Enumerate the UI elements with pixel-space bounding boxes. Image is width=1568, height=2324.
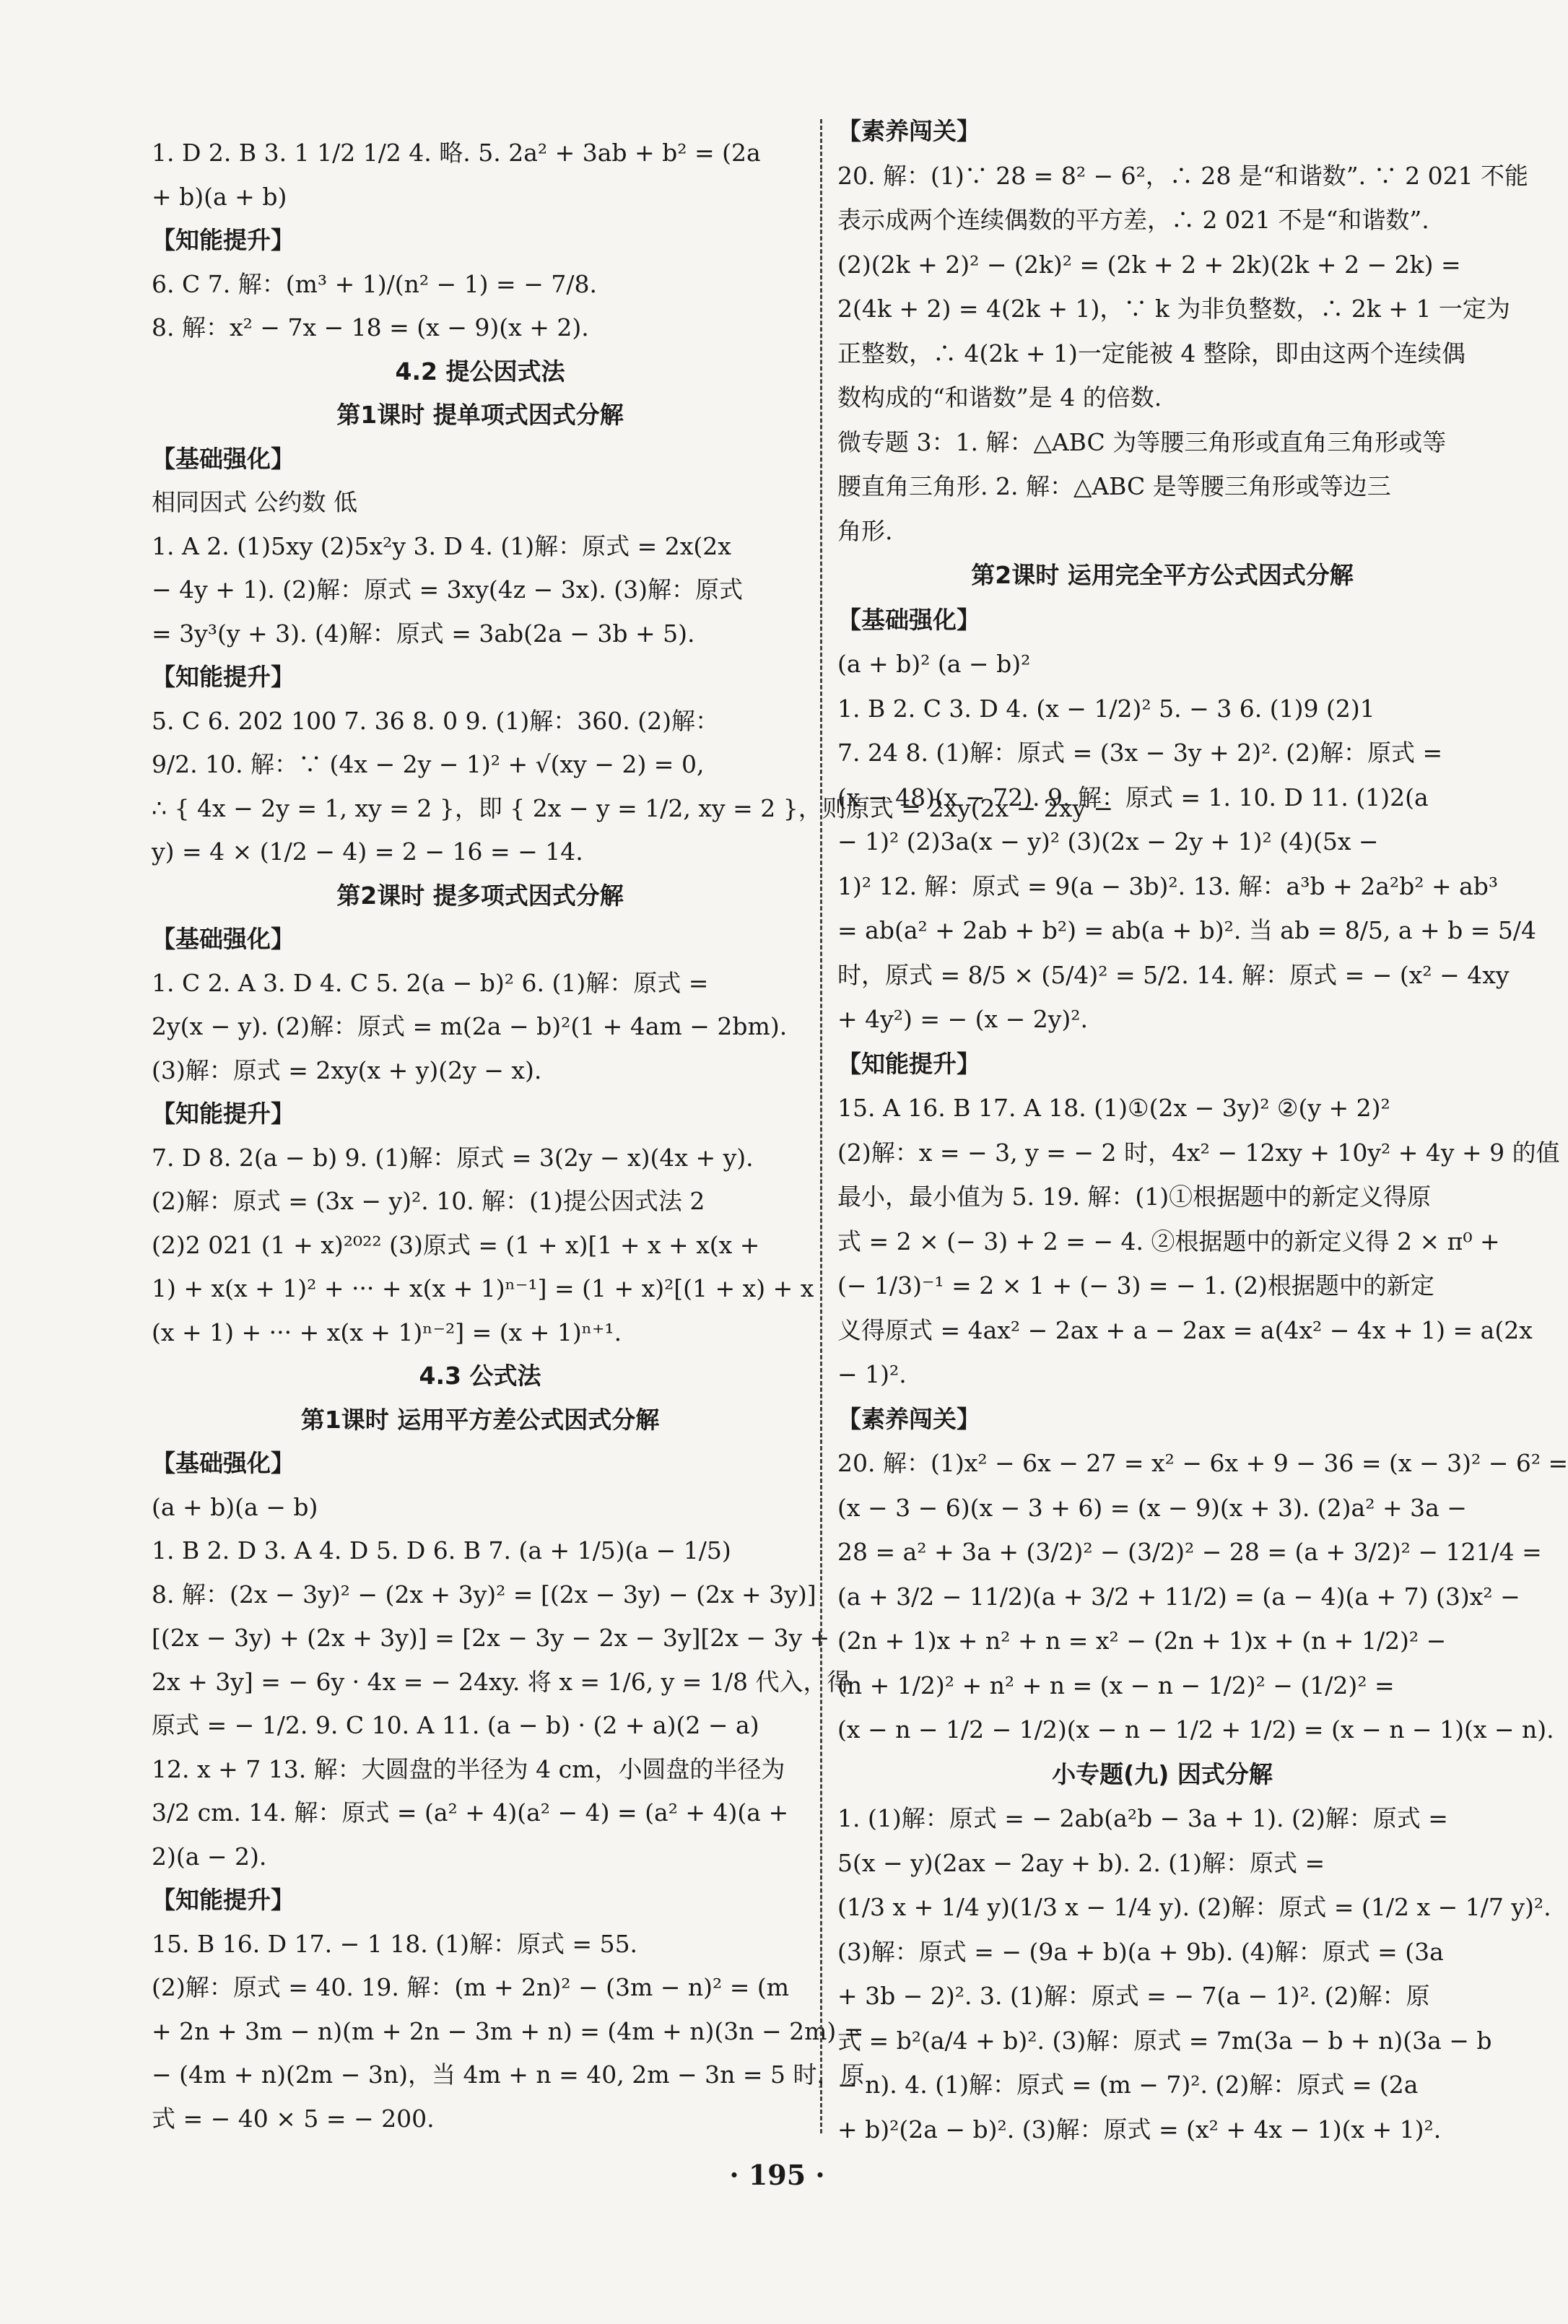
answer-line: 15. A 16. B 17. A 18. (1)①(2x − 3y)² ②(y + 2)² xyxy=(837,1094,1390,1122)
answer-line: 7. D 8. 2(a − b) 9. (1)解：原式 = 3(2y − x)(4x + y). xyxy=(152,1143,754,1172)
lesson-title: 第2课时 提多项式因式分解 xyxy=(336,881,624,910)
answer-line: 1. (1)解：原式 = − 2ab(a²b − 3a + 1). (2)解：原式 = xyxy=(837,1804,1448,1832)
lesson-title: 4.3 公式法 xyxy=(419,1362,541,1390)
answer-line: y) = 4 × (1/2 − 4) = 2 − 16 = − 14. xyxy=(152,837,583,866)
section-heading: 【基础强化】 xyxy=(837,605,980,634)
answer-line: (2)解：原式 = 40. 19. 解：(m + 2n)² − (3m − n)² = (m xyxy=(152,1973,790,2001)
answer-line: + b)²(2a − b)². (3)解：原式 = (x² + 4x − 1)(x + 1)². xyxy=(837,2115,1442,2144)
answer-line: (a + b)(a − b) xyxy=(152,1492,318,1521)
answer-line: + 2n + 3m − n)(m + 2n − 3m + n) = (4m + n)(3n − 2m) = xyxy=(152,2016,864,2045)
answer-line: 2x + 3y] = − 6y · 4x = − 24xy. 将 x = 1/6, y = 1/8 代入，得 xyxy=(152,1667,851,1696)
answer-line: 相同因式 公约数 低 xyxy=(152,488,357,516)
answer-line: = ab(a² + 2ab + b²) = ab(a + b)². 当 ab = 8/5, a + b = 5/4 xyxy=(837,916,1536,944)
section-heading: 【知能提升】 xyxy=(152,226,295,254)
lesson-title: 第1课时 运用平方差公式因式分解 xyxy=(300,1405,660,1434)
answer-line: 1. B 2. D 3. A 4. D 5. D 6. B 7. (a + 1/5)(a − 1/5) xyxy=(152,1536,731,1564)
answer-line: 7. 24 8. (1)解：原式 = (3x − 3y + 2)². (2)解：原式 = xyxy=(837,739,1443,767)
answer-line: 8. 解：(2x − 3y)² − (2x + 3y)² = [(2x − 3y) − (2x + 3y)] xyxy=(152,1580,816,1609)
answer-line: 正整数，∴ 4(2k + 1)一定能被 4 整除，即由这两个连续偶 xyxy=(837,339,1465,367)
answer-line: 式 = b²(a/4 + b)². (3)解：原式 = 7m(3a − b + n)(3a − b xyxy=(837,2026,1492,2055)
answer-line: 表示成两个连续偶数的平方差，∴ 2 021 不是“和谐数”. xyxy=(837,206,1429,234)
section-heading: 【基础强化】 xyxy=(152,444,295,473)
answer-line: (x − n − 1/2 − 1/2)(x − n − 1/2 + 1/2) = (x − n − 1)(x − n). xyxy=(837,1715,1554,1744)
answer-line: 1. C 2. A 3. D 4. C 5. 2(a − b)² 6. (1)解：原式 = xyxy=(152,968,709,997)
answer-line: 1) + x(x + 1)² + ··· + x(x + 1)ⁿ⁻¹] = (1 + x)²[(1 + x) + x xyxy=(152,1274,814,1302)
section-heading: 【素养闯关】 xyxy=(837,1404,980,1433)
column-divider xyxy=(820,119,822,2133)
answer-line: − 1)². xyxy=(837,1360,907,1388)
section-heading: 【知能提升】 xyxy=(152,663,295,691)
answer-line: 义得原式 = 4ax² − 2ax + a − 2ax = a(4x² − 4x + 1) = a(2x xyxy=(837,1315,1533,1344)
lesson-title: 4.2 提公因式法 xyxy=(395,357,565,386)
answer-line: + 4y²) = − (x − 2y)². xyxy=(837,1005,1088,1033)
answer-line: 数构成的“和谐数”是 4 的倍数. xyxy=(837,383,1162,412)
answer-line: 2)(a − 2). xyxy=(152,1842,267,1871)
lesson-title: 第2课时 运用完全平方公式因式分解 xyxy=(971,561,1354,589)
answer-line: (2)解：原式 = (3x − y)². 10. 解：(1)提公因式法 2 xyxy=(152,1187,705,1215)
section-heading: 【素养闯关】 xyxy=(837,117,980,145)
section-heading: 【知能提升】 xyxy=(837,1049,980,1078)
answer-line: (2)(2k + 2)² − (2k)² = (2k + 2 + 2k)(2k + 2 − 2k) = xyxy=(837,250,1461,279)
section-heading: 【基础强化】 xyxy=(152,1449,295,1477)
answer-line: (2)解：x = − 3, y = − 2 时，4x² − 12xy + 10y² + 4y + 9 的值 xyxy=(837,1138,1560,1167)
answer-line: 3/2 cm. 14. 解：原式 = (a² + 4)(a² − 4) = (a² + 4)(a + xyxy=(152,1798,789,1827)
answer-line: 最小，最小值为 5. 19. 解：(1)①根据题中的新定义得原 xyxy=(837,1183,1432,1211)
answer-line: 15. B 16. D 17. − 1 18. (1)解：原式 = 55. xyxy=(152,1929,638,1958)
answer-line: 1)² 12. 解：原式 = 9(a − 3b)². 13. 解：a³b + 2a²b² + ab³ xyxy=(837,871,1499,900)
answer-line: (x + 1) + ··· + x(x + 1)ⁿ⁻²] = (x + 1)ⁿ⁺¹. xyxy=(152,1318,622,1346)
answer-line: 角形. xyxy=(837,516,893,545)
answer-line: (x − 48)(x − 72). 9. 解：原式 = 1. 10. D 11. (1)2(a xyxy=(837,783,1429,811)
answer-line: 微专题 3：1. 解：△ABC 为等腰三角形或直角三角形或等 xyxy=(837,427,1447,456)
answer-line: 1. D 2. B 3. 1 1/2 1/2 4. 略. 5. 2a² + 3ab + b² = (2a xyxy=(152,139,761,167)
answer-line: = 3y³(y + 3). (4)解：原式 = 3ab(2a − 3b + 5). xyxy=(152,619,695,648)
answer-line: 5(x − y)(2ax − 2ay + b). 2. (1)解：原式 = xyxy=(837,1848,1325,1877)
answer-line: (a + b)² (a − b)² xyxy=(837,650,1031,678)
answer-line: 1. B 2. C 3. D 4. (x − 1/2)² 5. − 3 6. (1)9 (2)1 xyxy=(837,694,1375,723)
section-heading: 【知能提升】 xyxy=(152,1100,295,1128)
answer-line: − (4m + n)(2m − 3n)，当 4m + n = 40, 2m − 3n = 5 时，原 xyxy=(152,2060,865,2089)
answer-line: 20. 解：(1)x² − 6x − 27 = x² − 6x + 9 − 36 = (x − 3)² − 6² = xyxy=(837,1449,1568,1477)
answer-line: + 3b − 2)². 3. (1)解：原式 = − 7(a − 1)². (2)解：原 xyxy=(837,1982,1430,2010)
answer-line: 腰直角三角形. 2. 解：△ABC 是等腰三角形或等边三 xyxy=(837,472,1391,500)
answer-line: − 1)² (2)3a(x − y)² (3)(2x − 2y + 1)² (4)(5x − xyxy=(837,827,1379,856)
answer-line: 2y(x − y). (2)解：原式 = m(2a − b)²(1 + 4am − 2bm). xyxy=(152,1012,788,1040)
answer-line: ∴ { 4x − 2y = 1, xy = 2 }，即 { 2x − y = 1/2, xy = 2 }，则原式 = 2xy(2x − 2xy − xyxy=(152,793,1114,822)
answer-line: (a + 3/2 − 11/2)(a + 3/2 + 11/2) = (a − 4)(a + 7) (3)x² − xyxy=(837,1582,1520,1611)
lesson-title: 第1课时 提单项式因式分解 xyxy=(336,401,624,429)
answer-line: (3)解：原式 = − (9a + b)(a + 9b). (4)解：原式 = (3a xyxy=(837,1937,1444,1966)
answer-line: (2)2 021 (1 + x)²⁰²² (3)原式 = (1 + x)[1 + x + x(x + xyxy=(152,1230,760,1259)
answer-line: 12. x + 7 13. 解：大圆盘的半径为 4 cm，小圆盘的半径为 xyxy=(152,1754,785,1783)
answer-line: (− 1/3)⁻¹ = 2 × 1 + (− 3) = − 1. (2)根据题中的新定 xyxy=(837,1271,1434,1300)
answer-line: + b)(a + b) xyxy=(152,182,287,211)
answer-line: 原式 = − 1/2. 9. C 10. A 11. (a − b) · (2 + a)(2 − a) xyxy=(152,1711,759,1739)
answer-line: 1. A 2. (1)5xy (2)5x²y 3. D 4. (1)解：原式 = 2x(2x xyxy=(152,531,731,560)
answer-line: − n). 4. (1)解：原式 = (m − 7)². (2)解：原式 = (2a xyxy=(837,2071,1419,2099)
answer-line: 8. 解：x² − 7x − 18 = (x − 9)(x + 2). xyxy=(152,313,589,341)
section-heading: 【知能提升】 xyxy=(152,1886,295,1914)
answer-line: 时，原式 = 8/5 × (5/4)² = 5/2. 14. 解：原式 = − (x² − 4xy xyxy=(837,960,1510,989)
answer-line: (n + 1/2)² + n² + n = (x − n − 1/2)² − (1/2)² = xyxy=(837,1671,1395,1700)
answer-line: 20. 解：(1)∵ 28 = 8² − 6²，∴ 28 是“和谐数”. ∵ 2 021 不能 xyxy=(837,161,1529,190)
answer-line: [(2x − 3y) + (2x + 3y)] = [2x − 3y − 2x − 3y][2x − 3y + xyxy=(152,1624,830,1652)
answer-line: − 4y + 1). (2)解：原式 = 3xy(4z − 3x). (3)解：原式 xyxy=(152,575,743,604)
answer-line: (3)解：原式 = 2xy(x + y)(2y − x). xyxy=(152,1056,542,1084)
answer-line: 式 = 2 × (− 3) + 2 = − 4. ②根据题中的新定义得 2 × π⁰ + xyxy=(837,1227,1500,1255)
answer-line: (2n + 1)x + n² + n = x² − (2n + 1)x + (n + 1/2)² − xyxy=(837,1627,1447,1655)
answer-line: 式 = − 40 × 5 = − 200. xyxy=(152,2104,435,2133)
answer-line: 9/2. 10. 解：∵ (4x − 2y − 1)² + √(xy − 2) = 0, xyxy=(152,750,705,778)
answer-line: 28 = a² + 3a + (3/2)² − (3/2)² − 28 = (a + 3/2)² − 121/4 = xyxy=(837,1538,1542,1566)
answer-line: 5. C 6. 202 100 7. 36 8. 0 9. (1)解：360. (2)解： xyxy=(152,706,719,735)
page-number: · 195 · xyxy=(729,2159,825,2191)
answer-line: 2(4k + 2) = 4(2k + 1)，∵ k 为非负整数，∴ 2k + 1 一定为 xyxy=(837,295,1510,323)
answer-line: (x − 3 − 6)(x − 3 + 6) = (x − 9)(x + 3). (2)a² + 3a − xyxy=(837,1493,1467,1522)
lesson-title: 小专题(九) 因式分解 xyxy=(1052,1759,1273,1788)
answer-line: (1/3 x + 1/4 y)(1/3 x − 1/4 y). (2)解：原式 = (1/2 x − 1/7 y)². xyxy=(837,1893,1551,1921)
section-heading: 【基础强化】 xyxy=(152,925,295,953)
answer-line: 6. C 7. 解：(m³ + 1)/(n² − 1) = − 7/8. xyxy=(152,269,597,298)
